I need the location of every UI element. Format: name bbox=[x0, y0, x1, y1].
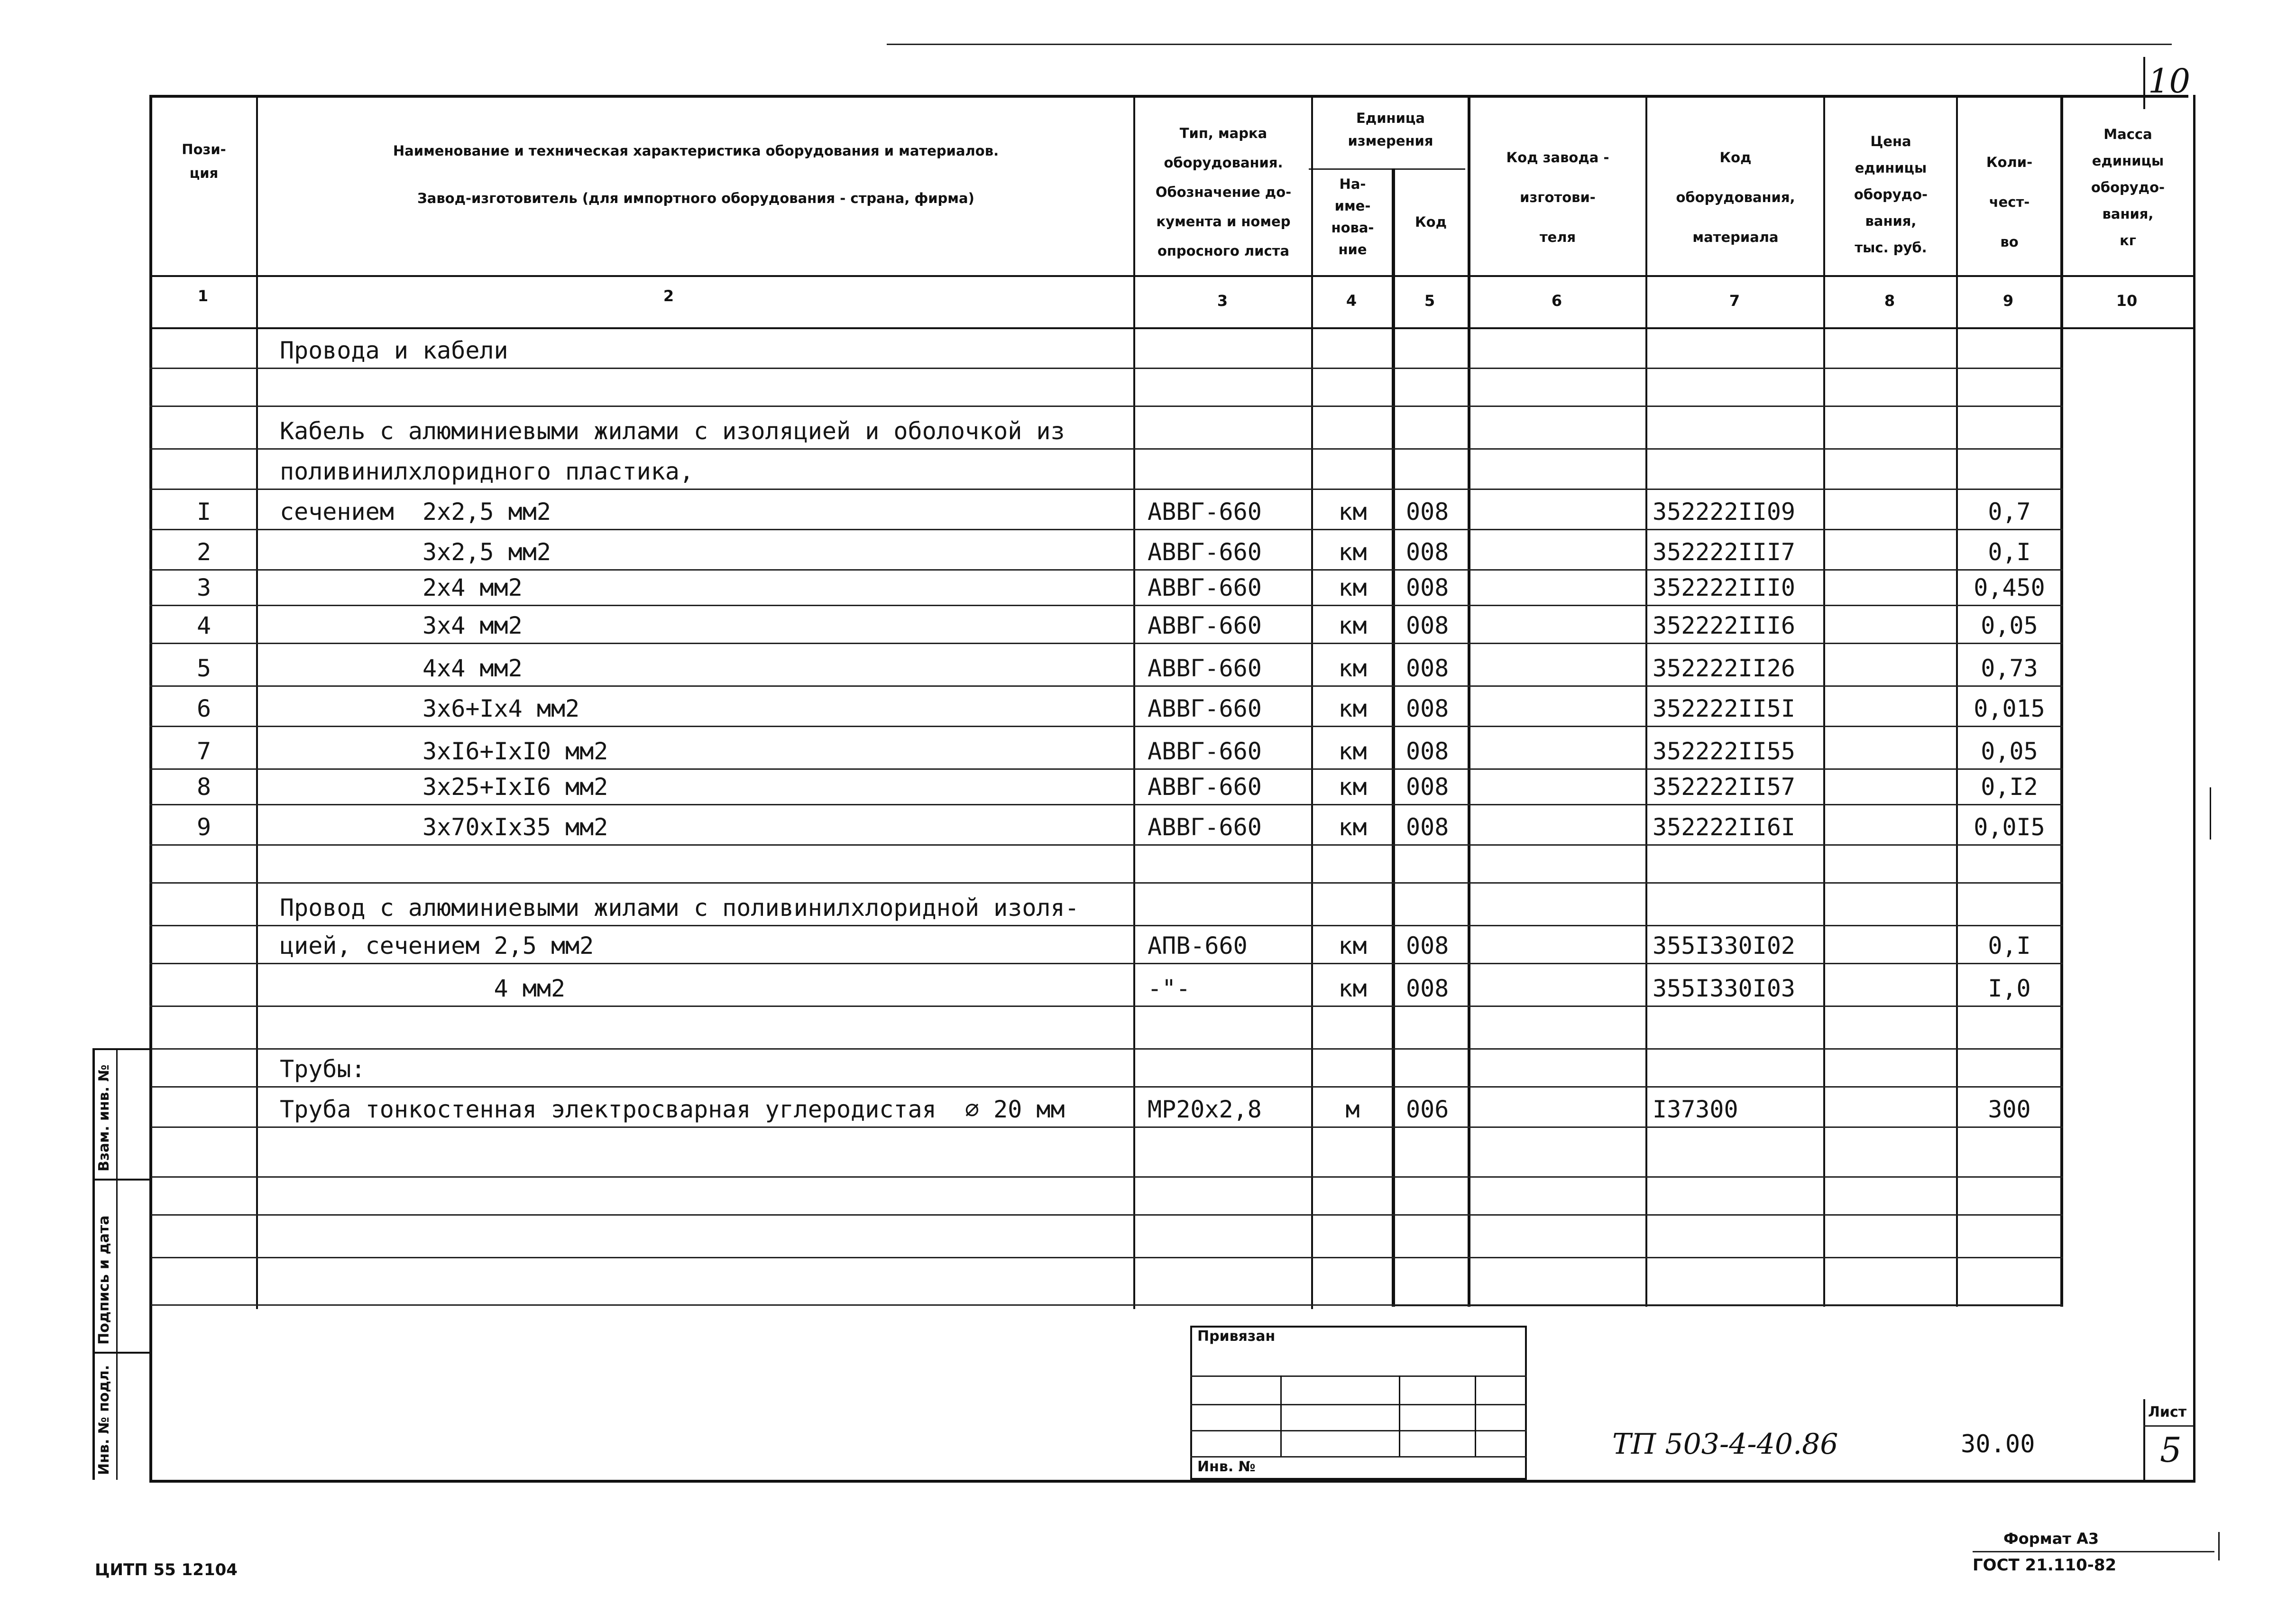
cell-name: 3х2,5 мм2 bbox=[280, 538, 551, 566]
cell-code: 008 bbox=[1406, 932, 1449, 960]
colnum-5: 5 bbox=[1424, 292, 1435, 310]
cell-type: АВВГ-660 bbox=[1148, 538, 1262, 566]
cell-code: 008 bbox=[1406, 773, 1449, 801]
right-margin-mark-2 bbox=[2218, 1532, 2220, 1560]
header-material-code: Код оборудования, материала bbox=[1676, 149, 1795, 245]
cell-code: 008 bbox=[1406, 655, 1449, 682]
inv-no-label: Инв. № bbox=[1197, 1458, 1256, 1475]
header-mass: Масса единицы оборудо- вания, кг bbox=[2091, 126, 2165, 249]
cell-code: 008 bbox=[1406, 574, 1449, 601]
colnum-3: 3 bbox=[1217, 292, 1228, 310]
cell-qty: 0,I bbox=[1988, 538, 2031, 566]
cell-qty: 0,015 bbox=[1974, 695, 2045, 722]
row-divider bbox=[149, 529, 2063, 530]
cell-mat-code: I37300 bbox=[1653, 1096, 1738, 1123]
footer-format: Формат А3 bbox=[2003, 1530, 2099, 1548]
side-stamp-div1 bbox=[92, 1179, 149, 1181]
cell-code: 008 bbox=[1406, 738, 1449, 765]
cell-unit: км bbox=[1338, 738, 1367, 765]
row-divider bbox=[149, 804, 2063, 805]
cell-mat-code: 352222III0 bbox=[1653, 574, 1796, 601]
cell-qty: 300 bbox=[1988, 1096, 2031, 1123]
col-sep-4 bbox=[1392, 168, 1395, 1307]
cell-mat-code: 355I330I02 bbox=[1653, 932, 1796, 960]
cell-pos: 5 bbox=[196, 655, 211, 682]
cell-mat-code: 352222II55 bbox=[1653, 738, 1796, 765]
page-mark: 10 bbox=[2148, 62, 2191, 101]
cell-type: -"- bbox=[1148, 975, 1191, 1002]
cell-unit: м bbox=[1345, 1096, 1360, 1123]
side-stamp-left bbox=[92, 1048, 95, 1480]
side-stamp-mid bbox=[116, 1048, 118, 1480]
cell-pos: 2 bbox=[196, 538, 211, 566]
colnum-6: 6 bbox=[1551, 292, 1562, 310]
row-divider bbox=[149, 768, 2063, 770]
privyazan-col1 bbox=[1280, 1375, 1282, 1456]
row-divider bbox=[149, 963, 2063, 964]
privyazan-row3 bbox=[1190, 1430, 1527, 1431]
cell-type: АВВГ-660 bbox=[1148, 813, 1262, 841]
cell-mat-code: 352222III6 bbox=[1653, 612, 1796, 639]
cell-name: 3хI6+IхI0 мм2 bbox=[280, 738, 608, 765]
row-divider bbox=[149, 1214, 2063, 1216]
row-divider bbox=[149, 643, 2063, 644]
row-divider bbox=[149, 1006, 2063, 1007]
frame-right bbox=[2193, 95, 2195, 1480]
cell-mat-code: 355I330I03 bbox=[1653, 975, 1796, 1002]
cell-pos: 9 bbox=[196, 813, 211, 841]
privyazan-col3 bbox=[1475, 1375, 1476, 1456]
cell-name: Трубы: bbox=[280, 1055, 366, 1083]
side-stamp-div2 bbox=[92, 1352, 149, 1354]
row-divider bbox=[149, 882, 2063, 884]
row-divider bbox=[149, 726, 2063, 727]
cell-code: 008 bbox=[1406, 498, 1449, 526]
cell-name: Провод с алюминиевыми жилами с поливинилхлоридной изоля- bbox=[280, 894, 1079, 922]
col-sep-5 bbox=[1468, 95, 1470, 1307]
cell-name: 3х6+Iх4 мм2 bbox=[280, 695, 580, 722]
side-stamp-right bbox=[149, 1048, 151, 1480]
colnum-bottom-line bbox=[149, 327, 2193, 329]
row-divider bbox=[149, 569, 2063, 571]
col-sep-6 bbox=[1645, 95, 1647, 1307]
cell-name: 4х4 мм2 bbox=[280, 655, 523, 682]
top-right-mark-line bbox=[2143, 57, 2145, 109]
colnum-10: 10 bbox=[2116, 292, 2138, 310]
row-divider bbox=[149, 1176, 2063, 1178]
cell-type: АВВГ-660 bbox=[1148, 738, 1262, 765]
cell-type: АВВГ-660 bbox=[1148, 655, 1262, 682]
cell-qty: 0,450 bbox=[1974, 574, 2045, 601]
col-sep-8 bbox=[1956, 95, 1958, 1307]
cell-code: 008 bbox=[1406, 612, 1449, 639]
header-price: Цена единицы оборудо- вания, тыс. руб. bbox=[1854, 133, 1928, 256]
header-unit-name: На- име- нова- ние bbox=[1331, 176, 1374, 258]
doc-code: ТП 503-4-40.86 bbox=[1612, 1428, 1838, 1461]
row-divider bbox=[149, 489, 2063, 490]
cell-pos: 4 bbox=[196, 612, 211, 639]
colnum-1: 1 bbox=[197, 287, 209, 305]
cell-pos: 3 bbox=[196, 574, 211, 601]
cell-pos: 7 bbox=[196, 738, 211, 765]
colnum-7: 7 bbox=[1729, 292, 1740, 310]
cell-code: 008 bbox=[1406, 975, 1449, 1002]
colnum-2: 2 bbox=[663, 287, 674, 305]
sheet-box-div bbox=[2143, 1425, 2193, 1427]
top-edge-line bbox=[887, 44, 2172, 45]
privyazan-row2 bbox=[1190, 1404, 1527, 1405]
cell-name: 4 мм2 bbox=[280, 975, 566, 1002]
colnum-4: 4 bbox=[1346, 292, 1357, 310]
side-label-inv: Инв. № подл. bbox=[96, 1365, 112, 1475]
cell-mat-code: 352222II57 bbox=[1653, 773, 1796, 801]
cell-code: 008 bbox=[1406, 695, 1449, 722]
cell-type: АВВГ-660 bbox=[1148, 695, 1262, 722]
header-unit-code: Код bbox=[1414, 214, 1447, 230]
cell-qty: 0,73 bbox=[1981, 655, 2038, 682]
row-divider bbox=[149, 685, 2063, 687]
header-bottom-line bbox=[149, 275, 2193, 277]
row-divider bbox=[149, 1126, 2063, 1128]
cell-unit: км bbox=[1338, 612, 1367, 639]
cell-pos: 6 bbox=[196, 695, 211, 722]
cell-type: АВВГ-660 bbox=[1148, 773, 1262, 801]
cell-type: МР20х2,8 bbox=[1148, 1096, 1262, 1123]
footer-gost: ГОСТ 21.110-82 bbox=[1973, 1556, 2117, 1575]
cell-code: 006 bbox=[1406, 1096, 1449, 1123]
sheet-label: Лист bbox=[2148, 1404, 2187, 1421]
cell-name: 3х4 мм2 bbox=[280, 612, 523, 639]
row-divider bbox=[149, 448, 2063, 450]
cell-pos: I bbox=[196, 498, 211, 526]
cell-qty: 0,7 bbox=[1988, 498, 2031, 526]
cell-unit: км bbox=[1338, 655, 1367, 682]
header-type: Тип, марка оборудования. Обозначение до- кумента и номер опросного листа bbox=[1155, 125, 1292, 259]
cell-unit: км bbox=[1338, 695, 1367, 722]
cell-qty: 0,05 bbox=[1981, 738, 2038, 765]
cell-unit: км bbox=[1338, 975, 1367, 1002]
header-position: Пози- ция bbox=[182, 141, 226, 181]
row-divider bbox=[149, 1304, 2063, 1306]
cell-name: 3х70хIх35 мм2 bbox=[280, 813, 608, 841]
cell-qty: 0,0I5 bbox=[1974, 813, 2045, 841]
cell-mat-code: 352222II5I bbox=[1653, 695, 1796, 722]
cell-qty: 0,I bbox=[1988, 932, 2031, 960]
cell-mat-code: 352222II26 bbox=[1653, 655, 1796, 682]
header-quantity: Коли- чест- во bbox=[1986, 154, 2033, 250]
cell-name: поливинилхлоридного пластика, bbox=[280, 458, 694, 485]
row-divider bbox=[149, 1086, 2063, 1088]
cell-code: 008 bbox=[1406, 813, 1449, 841]
frame-top bbox=[149, 95, 2188, 98]
row-divider bbox=[149, 844, 2063, 846]
side-stamp-top bbox=[92, 1048, 149, 1050]
cell-unit: км bbox=[1338, 932, 1367, 960]
cell-type: АПВ-660 bbox=[1148, 932, 1248, 960]
colnum-9: 9 bbox=[2002, 292, 2014, 310]
cell-qty: 0,I2 bbox=[1981, 773, 2038, 801]
footer-left: ЦИТП 55 12104 bbox=[95, 1560, 238, 1579]
cell-name: 2х4 мм2 bbox=[280, 574, 523, 601]
cell-unit: км bbox=[1338, 773, 1367, 801]
privyazan-row4 bbox=[1190, 1456, 1527, 1458]
cell-code: 008 bbox=[1406, 538, 1449, 566]
cell-unit: км bbox=[1338, 498, 1367, 526]
privyazan-col2 bbox=[1399, 1375, 1400, 1456]
header-name-line2: Завод-изготовитель (для импортного оборудования - страна, фирма) bbox=[417, 190, 974, 206]
cell-name: 3х25+IхI6 мм2 bbox=[280, 773, 608, 801]
header-unit-group: Единица измерения bbox=[1348, 110, 1433, 149]
sheet-number: 5 bbox=[2160, 1430, 2182, 1470]
cell-pos: 8 bbox=[196, 773, 211, 801]
row-divider bbox=[149, 925, 2063, 926]
section-code: 30.00 bbox=[1961, 1430, 2035, 1458]
col-sep-7 bbox=[1823, 95, 1825, 1307]
privyazan-label: Привязан bbox=[1197, 1328, 1276, 1345]
row-divider bbox=[149, 1257, 2063, 1258]
footer-format-line bbox=[1973, 1551, 2214, 1552]
cell-unit: км bbox=[1338, 813, 1367, 841]
cell-name: сечением 2х2,5 мм2 bbox=[280, 498, 551, 526]
header-name-line1: Наименование и техническая характеристика оборудования и материалов. bbox=[393, 143, 999, 159]
cell-type: АВВГ-660 bbox=[1148, 612, 1262, 639]
colnum-8: 8 bbox=[1884, 292, 1895, 310]
row-divider bbox=[149, 368, 2063, 369]
cell-name: Кабель с алюминиевыми жилами с изоляцией и оболочкой из bbox=[280, 417, 1065, 445]
row-divider bbox=[149, 1048, 2063, 1050]
header-factory-code: Код завода - изготови- теля bbox=[1506, 149, 1609, 245]
cell-name: цией, сечением 2,5 мм2 bbox=[280, 932, 594, 960]
col-sep-9 bbox=[2060, 95, 2063, 1307]
row-divider bbox=[149, 605, 2063, 606]
cell-qty: I,0 bbox=[1988, 975, 2031, 1002]
cell-name: Труба тонкостенная электросварная углеродистая ∅ 20 мм bbox=[280, 1096, 1065, 1123]
cell-mat-code: 352222II6I bbox=[1653, 813, 1796, 841]
cell-type: АВВГ-660 bbox=[1148, 498, 1262, 526]
cell-name: Провода и кабели bbox=[280, 337, 508, 364]
privyazan-row1 bbox=[1190, 1375, 1527, 1377]
cell-qty: 0,05 bbox=[1981, 612, 2038, 639]
cell-type: АВВГ-660 bbox=[1148, 574, 1262, 601]
side-label-vzam: Взам. инв. № bbox=[96, 1064, 112, 1172]
cell-unit: км bbox=[1338, 574, 1367, 601]
right-margin-mark bbox=[2210, 787, 2211, 840]
cell-mat-code: 352222II09 bbox=[1653, 498, 1796, 526]
cell-mat-code: 352222III7 bbox=[1653, 538, 1796, 566]
unit-group-line bbox=[1309, 168, 1465, 170]
frame-bottom bbox=[149, 1480, 2195, 1483]
cell-unit: км bbox=[1338, 538, 1367, 566]
side-label-sign: Подпись и дата bbox=[96, 1215, 112, 1345]
row-divider bbox=[149, 406, 2063, 407]
